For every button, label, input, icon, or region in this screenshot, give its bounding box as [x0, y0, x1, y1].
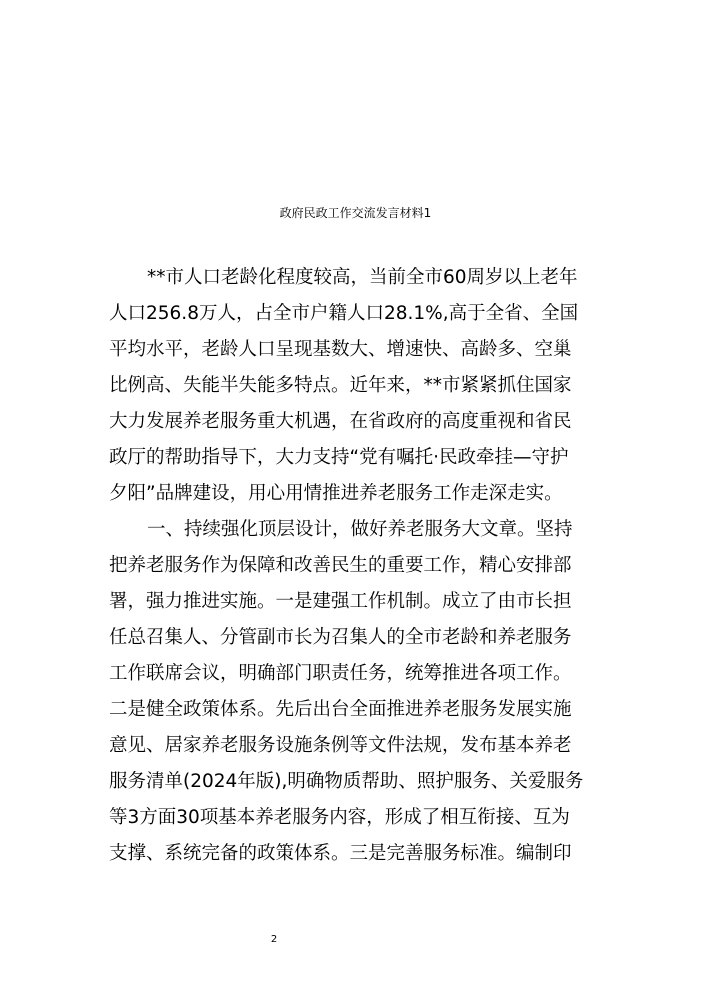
- text-line: 一、持续强化顶层设计，做好养老服务大文章。坚持: [147, 519, 573, 540]
- page-number: 2: [270, 934, 278, 945]
- text-line: 政厅的帮助指导下，大力支持“党有嘱托·民政牵挂—守护: [109, 447, 569, 468]
- text-line: 比例高、失能半失能多特点。近年来，**市紧紧抓住国家: [109, 375, 572, 396]
- text-line: 大力发展养老服务重大机遇，在省政府的高度重视和省民: [109, 411, 572, 432]
- text-line: 任总召集人、分管副市长为召集人的全市老龄和养老服务: [109, 627, 572, 648]
- text-line: 服务清单(2024年版),明确物质帮助、照护服务、关爱服务: [109, 771, 584, 792]
- text-line: 意见、居家养老服务设施条例等文件法规，发布基本养老: [109, 735, 572, 756]
- text-line: 把养老服务作为保障和改善民生的重要工作，精心安排部: [109, 555, 572, 576]
- text-line: 支撑、系统完备的政策体系。三是完善服务标准。编制印: [109, 843, 572, 864]
- text-line: 署，强力推进实施。一是建强工作机制。成立了由市长担: [109, 591, 572, 612]
- text-line: 夕阳”品牌建设，用心用情推进养老服务工作走深走实。: [109, 483, 563, 504]
- document-title: 政府民政工作交流发言材料1: [279, 206, 432, 220]
- text-line: 二是健全政策体系。先后出台全面推进养老服务发展实施: [109, 699, 572, 720]
- text-line: 平均水平，老龄人口呈现基数大、增速快、高龄多、空巢: [109, 339, 572, 360]
- text-line: 人口256.8万人，占全市户籍人口28.1%,高于全省、全国: [109, 303, 579, 324]
- text-line: 等3方面30项基本养老服务内容，形成了相互衔接、互为: [109, 807, 570, 828]
- text-line: **市人口老龄化程度较高，当前全市60周岁以上老年: [147, 267, 578, 288]
- body-text: [109, 260, 619, 872]
- text-line: 工作联席会议，明确部门职责任务，统筹推进各项工作。: [109, 663, 572, 684]
